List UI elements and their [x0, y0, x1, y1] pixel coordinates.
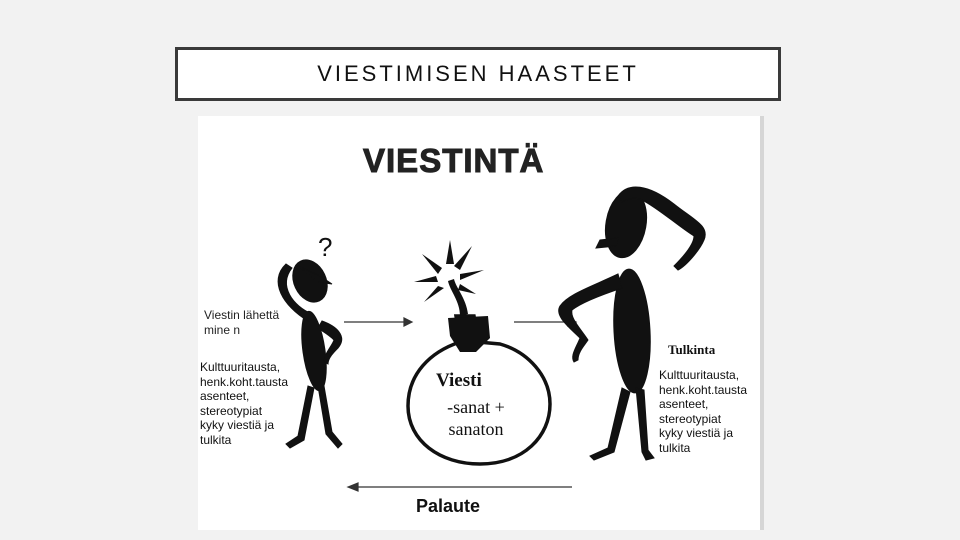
feedback-label: Palaute [416, 496, 481, 516]
sender-label: Viestin lähettämine n [204, 308, 280, 337]
receiver-arm-hip [559, 274, 622, 362]
receiver-attributes: Kulttuuritausta, henk.koht.tausta asenteet, stereotypiat kyky viestiä ja tulkita [659, 368, 748, 455]
bomb-fuse [448, 279, 468, 316]
receiver-leg-left [590, 388, 630, 460]
interpretation-label: Tulkinta [668, 342, 716, 357]
spark-icon [414, 240, 484, 302]
message-title: Viesti [436, 370, 482, 391]
slide-title: VIESTIMISEN HAASTEET [317, 61, 639, 86]
receiver-leg-right [636, 388, 654, 460]
question-mark: ? [318, 232, 333, 262]
receiver-cap [596, 238, 618, 248]
diagram-heading: VIESTINTÄ [363, 142, 545, 179]
sender-leg-right [318, 386, 342, 448]
feedback-arrow [348, 483, 572, 491]
message-subtitle: -sanat + sanaton [447, 397, 505, 439]
arrow-to-message [344, 318, 412, 326]
communication-diagram [198, 116, 764, 530]
slide-title-box [175, 47, 781, 101]
sender-attributes: Kulttuuritausta, henk.koht.tausta asenteet, stereotypiat kyky viestiä ja tulkita [200, 360, 289, 447]
